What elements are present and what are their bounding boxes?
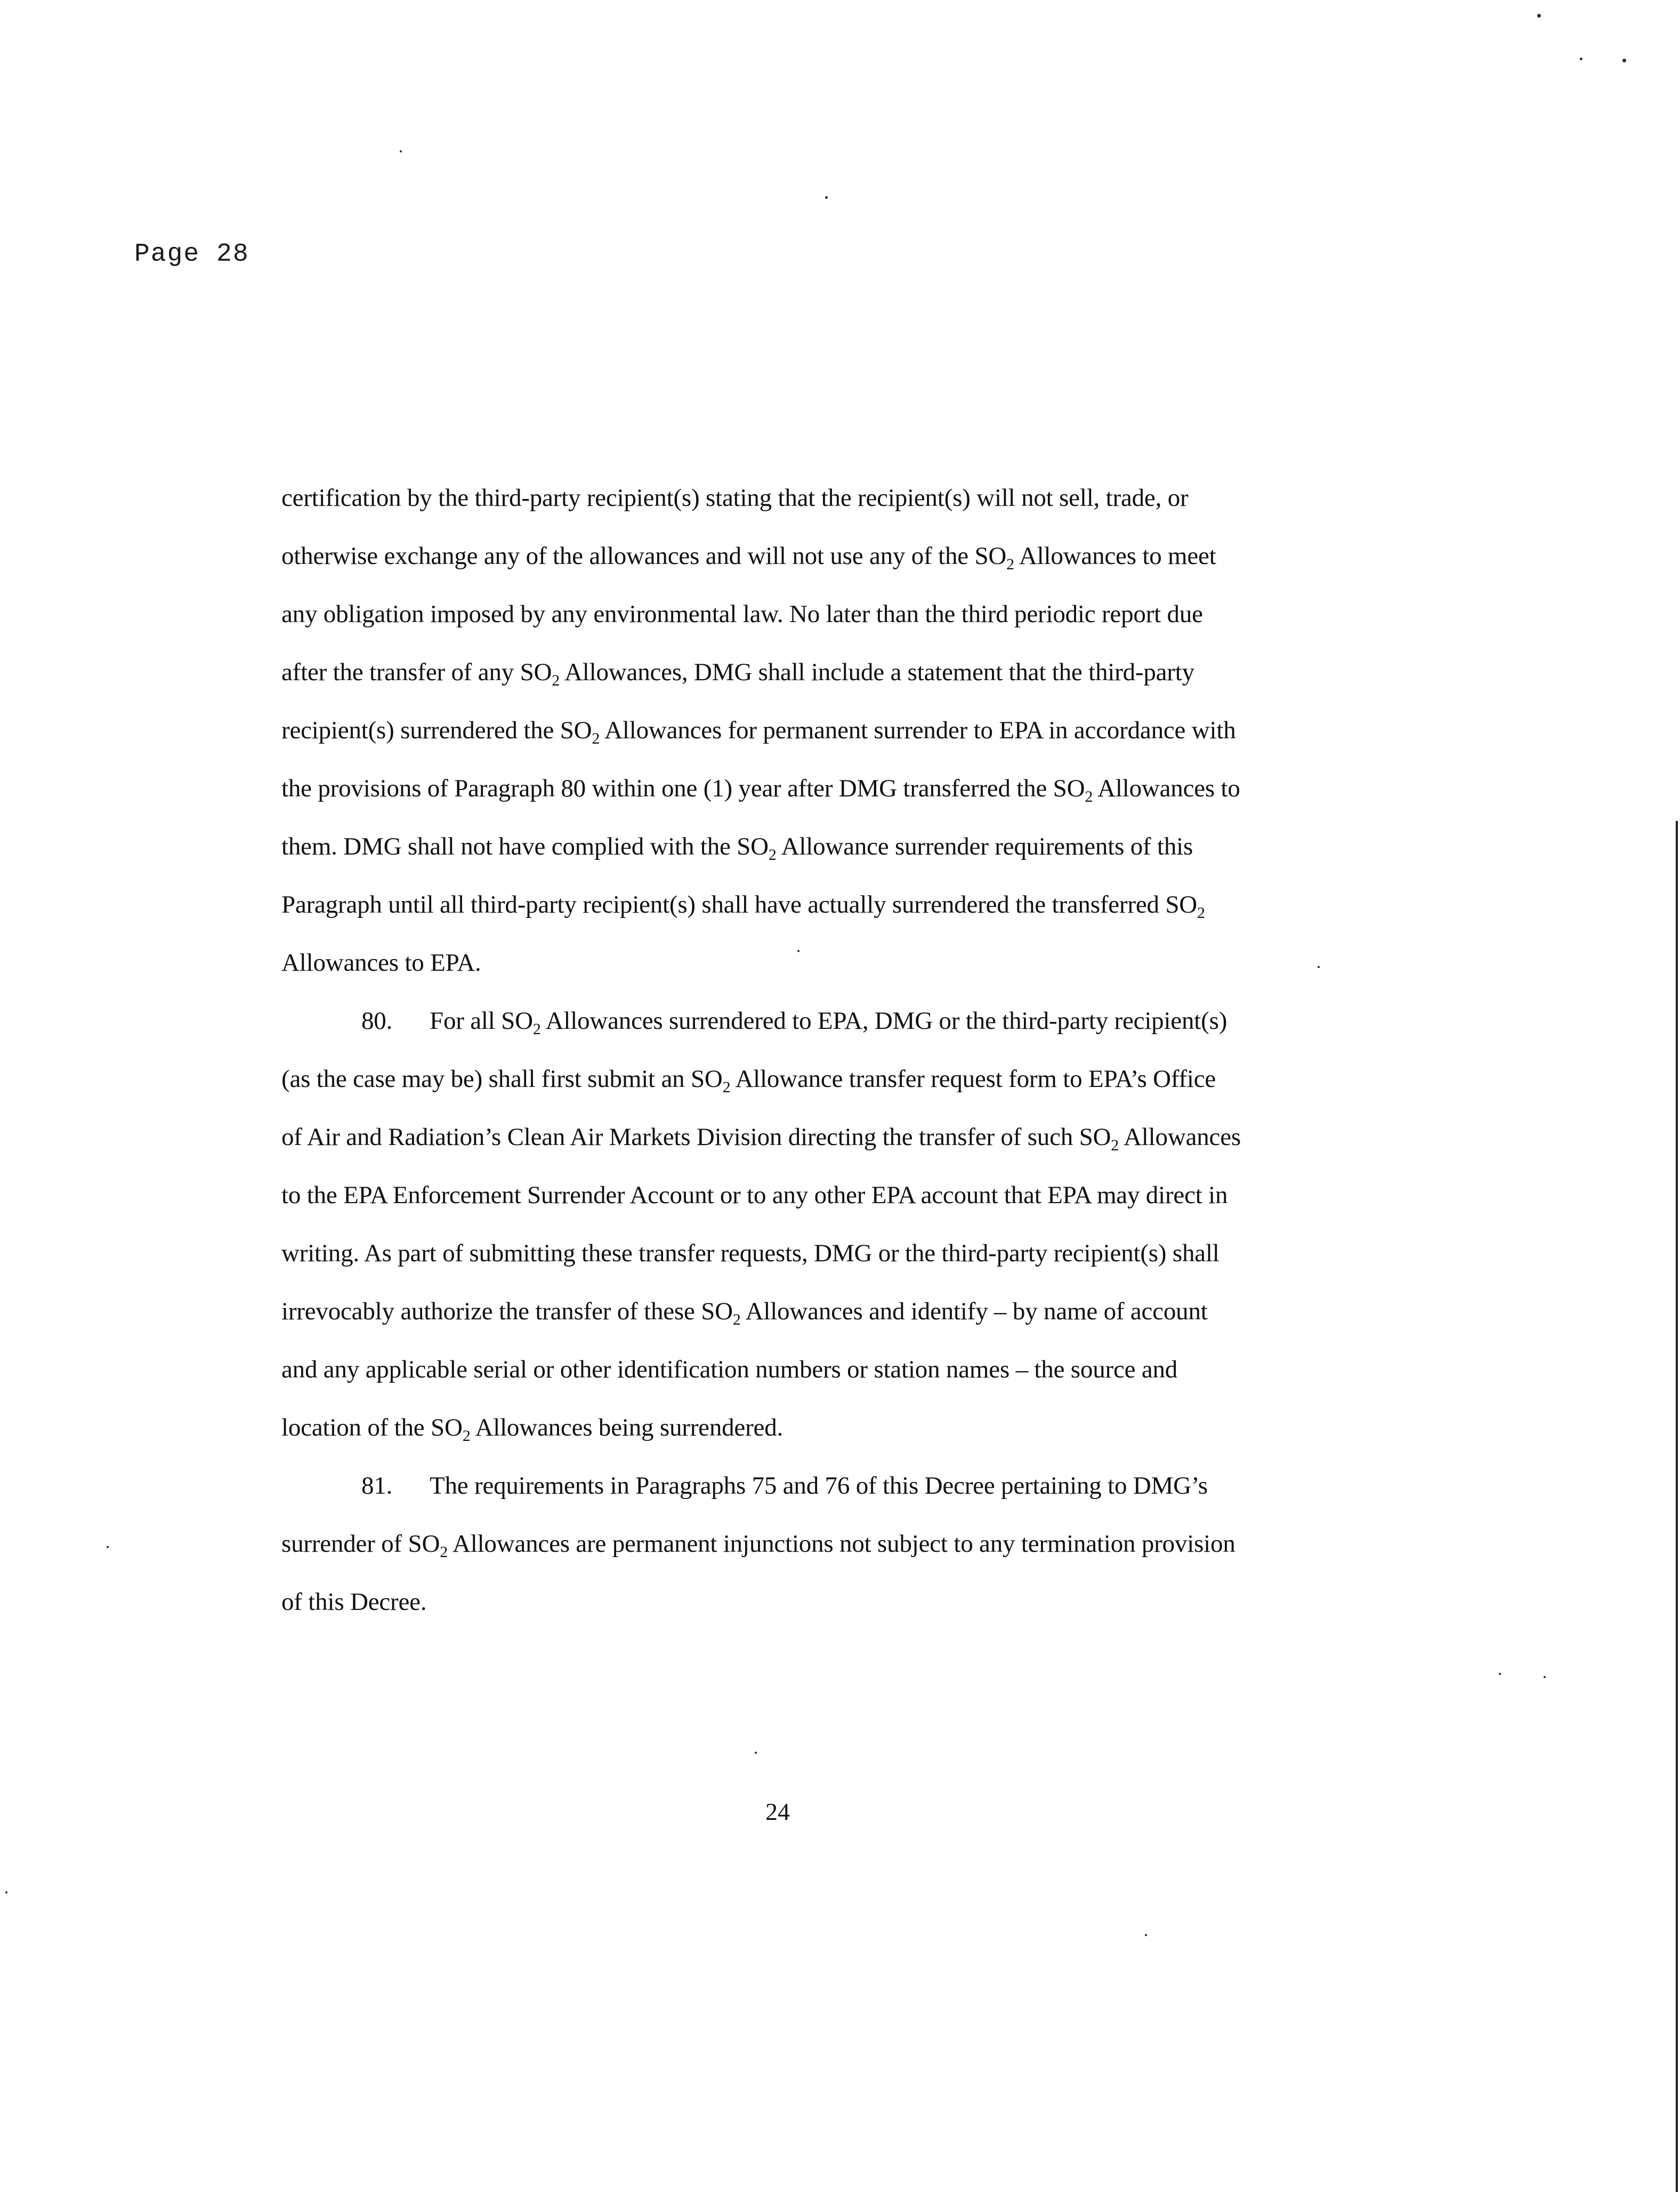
text-segment: Allowance transfer request form to EPA’s Office xyxy=(730,1065,1216,1093)
text-segment: For all SO xyxy=(430,1007,533,1035)
paragraph-number: 81. xyxy=(361,1472,393,1500)
scan-speck xyxy=(797,950,799,952)
text-segment: location of the SO xyxy=(281,1414,463,1441)
text-segment: Allowances being surrendered. xyxy=(470,1414,784,1441)
text-segment: Allowances and identify – by name of account xyxy=(740,1298,1208,1325)
scan-speck xyxy=(755,1752,757,1754)
subscript-2: 2 xyxy=(1085,788,1093,805)
subscript-2: 2 xyxy=(732,1311,741,1328)
text-segment: The requirements in Paragraphs 75 and 76 of this Decree pertaining to DMG’s xyxy=(430,1472,1208,1500)
text-line xyxy=(281,818,1337,876)
text-line xyxy=(281,1399,1337,1457)
text-segment: to the EPA Enforcement Surrender Account or to any other EPA account that EPA may direct in xyxy=(281,1181,1228,1209)
text-line xyxy=(281,1341,1337,1399)
text-line xyxy=(281,1457,1337,1515)
scan-speck xyxy=(1145,1934,1147,1936)
text-line xyxy=(281,934,1337,992)
text-segment: after the transfer of any SO xyxy=(281,658,552,686)
text-segment: them. DMG shall not have complied with the SO xyxy=(281,833,769,860)
text-segment: Allowances surrendered to EPA, DMG or the third-party recipient(s) xyxy=(540,1007,1227,1035)
scan-speck xyxy=(5,1891,7,1893)
text-line xyxy=(281,992,1337,1050)
subscript-2: 2 xyxy=(532,1020,541,1038)
text-segment: Allowances, DMG shall include a statement that the third-party xyxy=(560,658,1194,686)
text-line xyxy=(281,876,1337,934)
scan-speck xyxy=(1318,966,1320,968)
text-line xyxy=(281,469,1337,527)
scan-speck xyxy=(1544,1676,1546,1678)
text-line xyxy=(281,585,1337,643)
text-segment: Allowances to EPA. xyxy=(281,949,481,977)
scan-speck xyxy=(1622,59,1626,62)
subscript-2: 2 xyxy=(592,730,600,747)
scan-speck xyxy=(1537,14,1541,18)
text-segment: of Air and Radiation’s Clean Air Markets Division directing the transfer of such SO xyxy=(281,1123,1111,1151)
text-line xyxy=(281,1050,1337,1108)
text-segment: Allowances xyxy=(1119,1123,1241,1151)
text-segment: Allowances are permanent injunctions not subject to any termination provision xyxy=(448,1530,1235,1558)
scan-edge-border xyxy=(1676,821,1678,2192)
text-line xyxy=(281,760,1337,818)
text-segment: Allowances to meet xyxy=(1014,542,1216,570)
page-header-label: Page 28 xyxy=(134,240,249,269)
subscript-2: 2 xyxy=(1111,1137,1119,1154)
text-line xyxy=(281,702,1337,760)
text-segment: recipient(s) surrendered the SO xyxy=(281,716,592,744)
subscript-2: 2 xyxy=(1197,904,1205,922)
subscript-2: 2 xyxy=(440,1543,448,1561)
text-segment: Allowances to xyxy=(1093,775,1240,802)
scan-speck xyxy=(400,150,402,152)
text-line xyxy=(281,527,1337,585)
subscript-2: 2 xyxy=(722,1078,731,1096)
text-line xyxy=(281,1108,1337,1166)
subscript-2: 2 xyxy=(1006,555,1014,573)
text-line xyxy=(281,1166,1337,1224)
text-line xyxy=(281,643,1337,702)
text-segment: (as the case may be) shall first submit an SO xyxy=(281,1065,723,1093)
text-segment: irrevocably authorize the transfer of these SO xyxy=(281,1298,733,1325)
text-segment: otherwise exchange any of the allowances and will not use any of the SO xyxy=(281,542,1007,570)
text-segment: and any applicable serial or other identification numbers or station names – the source and xyxy=(281,1356,1178,1383)
text-line xyxy=(281,1283,1337,1341)
text-line xyxy=(281,1224,1337,1283)
text-segment: Paragraph until all third-party recipient(s) shall have actually surrendered the transferred SO xyxy=(281,891,1198,918)
text-segment: any obligation imposed by any environmental law. No later than the third periodic report due xyxy=(281,600,1203,628)
text-segment: of this Decree. xyxy=(281,1588,427,1616)
subscript-2: 2 xyxy=(462,1427,471,1445)
page-number: 24 xyxy=(765,1798,790,1825)
scan-speck xyxy=(107,1546,109,1548)
text-line xyxy=(281,1573,1337,1631)
text-segment: surrender of SO xyxy=(281,1530,440,1558)
scan-speck xyxy=(825,196,828,199)
text-segment: the provisions of Paragraph 80 within one (1) year after DMG transferred the SO xyxy=(281,775,1085,802)
document-body xyxy=(281,469,1337,1631)
text-segment: certification by the third-party recipient(s) stating that the recipient(s) will not sell, trade, or xyxy=(281,484,1189,512)
scan-speck xyxy=(1499,1673,1501,1675)
text-line xyxy=(281,1515,1337,1573)
subscript-2: 2 xyxy=(768,846,777,864)
text-segment: writing. As part of submitting these transfer requests, DMG or the third-party recipient(s) shall xyxy=(281,1239,1219,1267)
text-segment: Allowance surrender requirements of this xyxy=(776,833,1193,860)
text-segment: Allowances for permanent surrender to EPA in accordance with xyxy=(600,716,1236,744)
subscript-2: 2 xyxy=(552,672,560,689)
scan-speck xyxy=(1580,58,1582,60)
paragraph-number: 80. xyxy=(361,1007,393,1035)
